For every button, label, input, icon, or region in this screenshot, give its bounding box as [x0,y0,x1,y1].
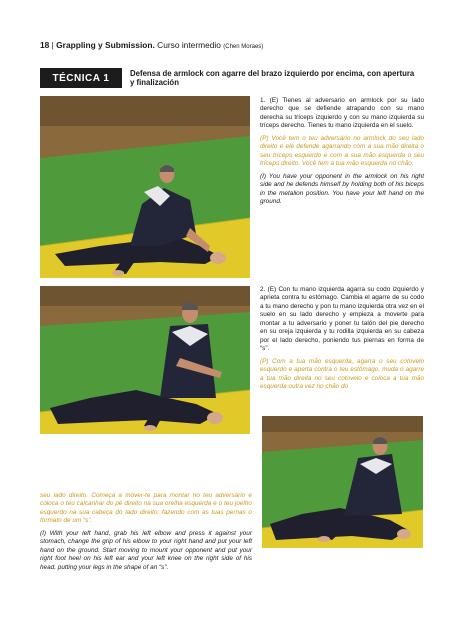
step-2-spanish: 2. (E) Con tu mano izquierda agarra su codo izquierdo y aprieta contra tu estómago. Cambia el agarre de su codo a tu mano derecho y pon tu mano izquierda otra vez en el suelo en su lado derecho y empieza a moverte para montar a tu adversario y poner tu talón del pie derecho en su oreja izquierda y tu rodilla izquierda en su cabeza por el lado derecho, poniendo tus piernas en forma de “s”. [260,286,424,353]
course-level: Curso intermedio [157,40,221,50]
book-title: Grappling y Submission. [56,40,155,50]
technique-badge: TÉCNICA 1 [40,68,122,88]
technique-photo-step-2b [262,416,423,548]
step-1-english: (I) You have your opponent in the armlock on his right side and he defends himself by holding both of his biceps in the metalion position. You have your left hand on the ground. [260,172,424,205]
page-number: 18 [40,40,50,50]
step-1-spanish: 1. (E) Tienes al adversario en armlock por su lado derecho que se defiende atrapando con su mano derecha su tríceps izquierdo y con su mano izquierda su tríceps derecho. Tienes tu mano izquierda en el suelo. [260,97,424,130]
step-2-portuguese-start: (P) Com a tua mão esquerda, agarra o seu cotovelo esquerdo e aperta contra o teu estômago, muda o agarre a tua mão direita no seu cotovelo e coloca a tua mão esquerda outra vez no chão do [260,357,424,390]
header-separator: | [51,40,54,50]
step-2-english: (I) With your left hand, grab his left elbow and press it against your stomach, change the grip of his elbow to your right hand and put your left hand on the ground. Start moving to mount your opponent and put your right foot heel on his left ear and your left knee on the right side of his head, putting your legs in the shape of an “s”. [40,529,252,571]
page-header [40,40,263,50]
technique-photo-step-2 [40,286,250,434]
step-1-portuguese: (P) Você tem o teu adversário no armlock do seu lado direito e ele defende agarrando com a sua mão direita o seu tríceps esquerdo e com a sua mão esquerda o seu tríceps direito. Você tem a tua mão esquerda no chão. [260,134,424,168]
technique-title: Defensa de armlock con agarre del brazo izquierdo por encima, con apertura y finalización [130,69,415,88]
author-credit: (Chen Moraes) [223,44,264,50]
step-2-text [260,286,424,395]
step-1-text [260,97,424,210]
step-2-portuguese-continued: seu lado direito. Começa a mover-te para montar no teu adversário e coloca o teu calcanhar do pé direito na sua orelha esquerda e o teu joelho esquerdo na sua cabeça do lado direito, fazendo com as tuas pernas o formato de um “s”. [40,492,252,525]
technique-photo-step-1 [40,96,250,278]
step-2-continued-text [40,492,252,576]
